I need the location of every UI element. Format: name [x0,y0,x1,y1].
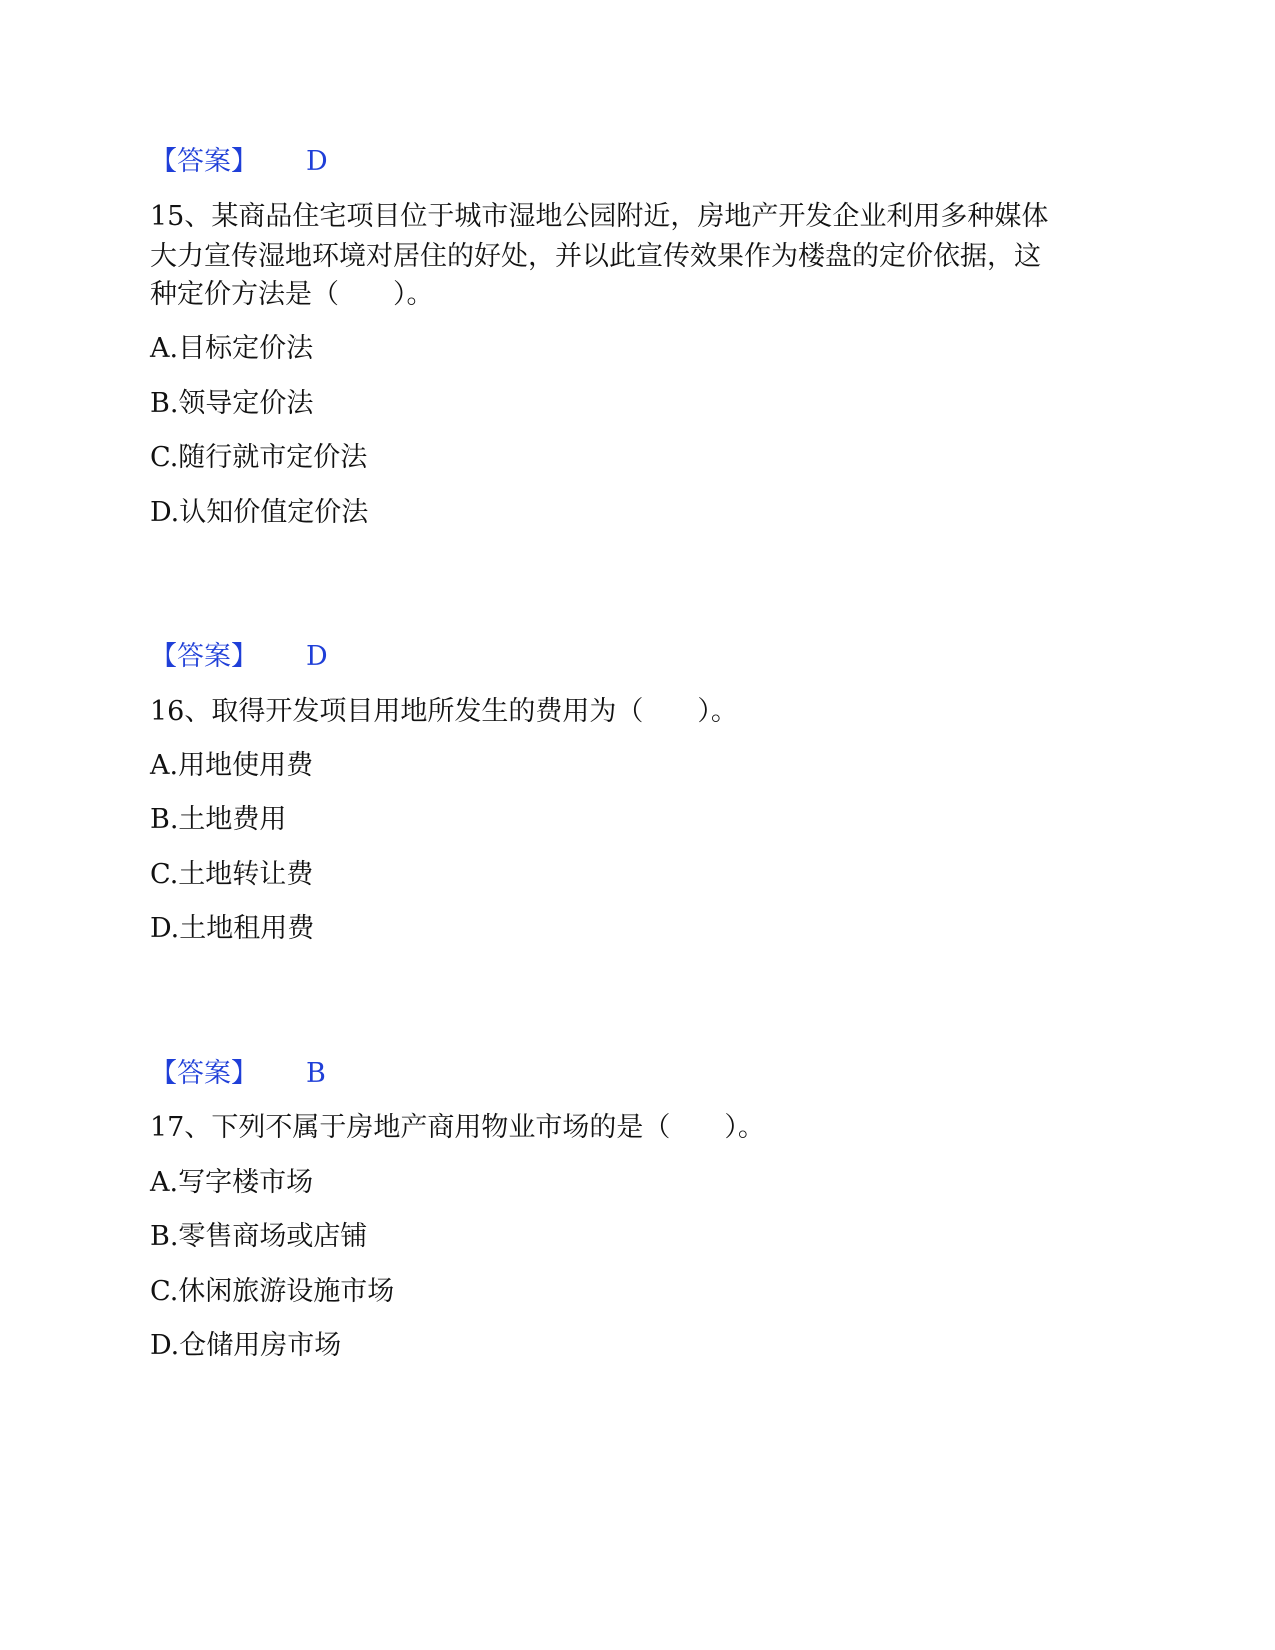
option-d: D.认知价值定价法 [150,497,369,528]
question-text-line: 种定价方法是（ ）。 [150,279,434,310]
option-a: A.写字楼市场 [150,1167,314,1198]
option-a: A.用地使用费 [150,750,314,781]
option-c: C.土地转让费 [150,859,314,890]
question-text-line: 大力宣传湿地环境对居住的好处，并以此宣传效果作为楼盘的定价依据，这 [150,241,1041,272]
question-text-line: 17、下列不属于房地产商用物业市场的是（ ）。 [150,1112,765,1143]
answer-line [150,1054,326,1094]
answer-label: 【答案】 [150,641,258,672]
answer-value: B [306,1058,326,1089]
option-b: B.土地费用 [150,804,287,835]
option-a: A.目标定价法 [150,333,314,364]
question-text-line: 15、某商品住宅项目位于城市湿地公园附近，房地产开发企业利用多种媒体 [150,201,1049,232]
answer-label: 【答案】 [150,146,258,177]
option-d: D.仓储用房市场 [150,1330,342,1361]
answer-label: 【答案】 [150,1058,258,1089]
question-text-line: 16、取得开发项目用地所发生的费用为（ ）。 [150,696,738,727]
answer-line [150,142,328,182]
answer-value: D [306,641,328,672]
option-c: C.休闲旅游设施市场 [150,1276,395,1307]
option-d: D.土地租用费 [150,913,315,944]
option-b: B.零售商场或店铺 [150,1221,368,1252]
option-c: C.随行就市定价法 [150,442,368,473]
option-b: B.领导定价法 [150,388,314,419]
answer-value: D [306,146,328,177]
answer-line [150,637,328,677]
